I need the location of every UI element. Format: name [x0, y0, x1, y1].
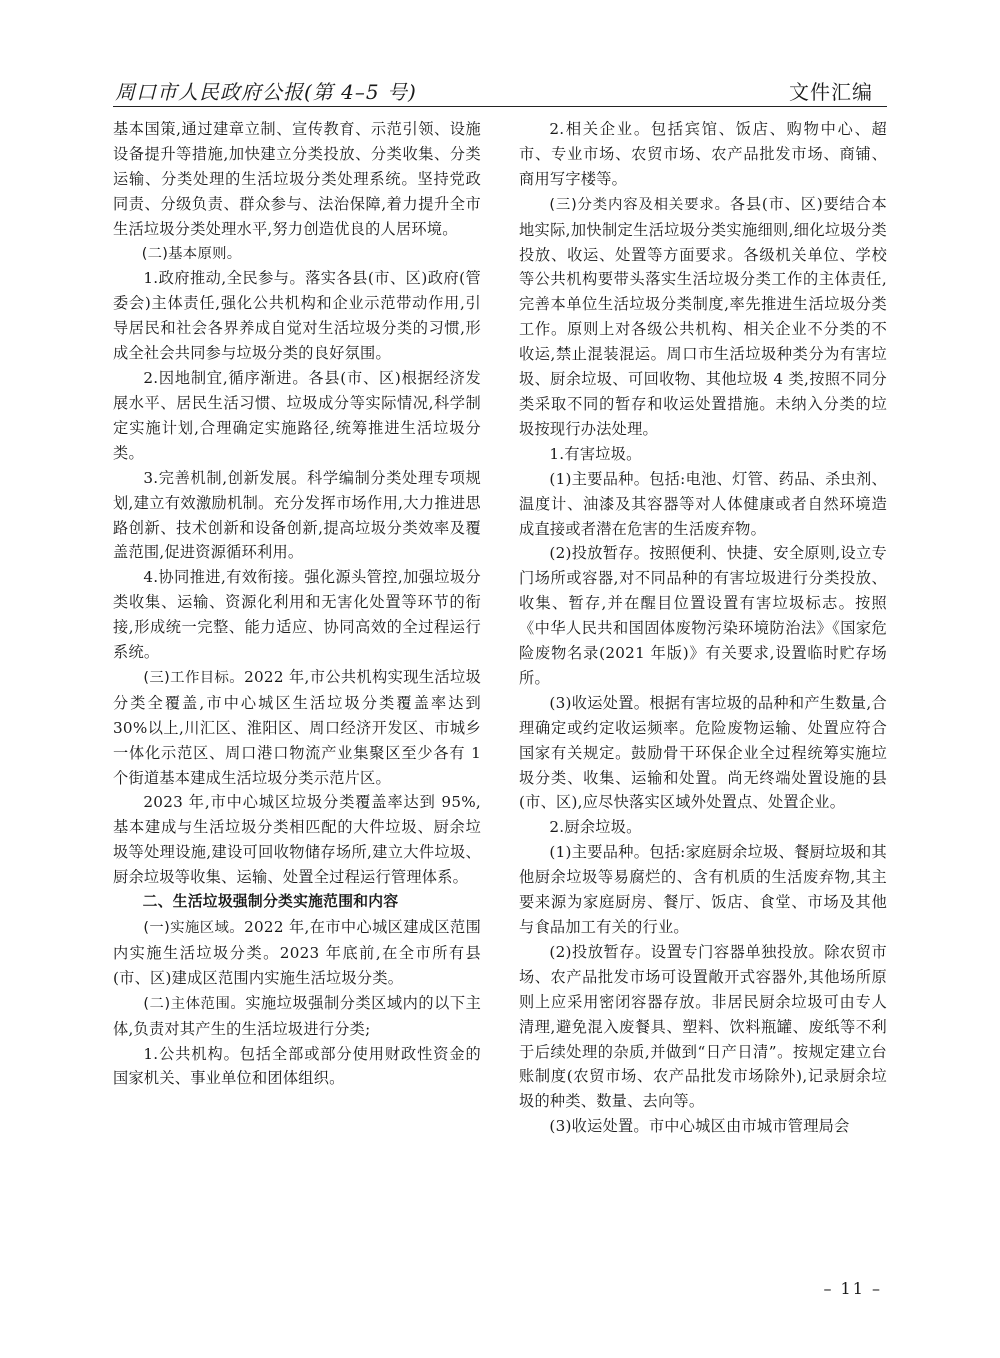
paragraph — [519, 192, 887, 442]
paragraph — [113, 991, 481, 1042]
paragraph: 4.协同推进,有效衔接。强化源头管控,加强垃圾分类收集、运输、资源化利用和无害化处置等环节的衔接,形成统一完整、能力适应、协同高效的全过程运行系统。 — [113, 568, 481, 662]
section-title: 文件汇编 — [789, 80, 873, 104]
paragraph: 1.政府推动,全民参与。落实各县(市、区)政府(管委会)主体责任,强化公共机构和企业示范带动作用,引导居民和社会各界养成自觉对生活垃圾分类的习惯,形成全社会共同参与垃圾分类的良好氛围。 — [113, 269, 481, 363]
right-column — [519, 117, 887, 1139]
paragraph-text: 2022 年,市公共机构实现生活垃圾分类全覆盖,市中心城区生活垃圾分类覆盖率达到 30%以上,川汇区、淮阳区、周口经济开发区、市城乡一体化示范区、周口港口物流产业集聚区至少各有 1 个街道基本建成生活垃圾分类示范片区。 — [113, 667, 482, 787]
paragraph: (1)主要品种。包括:电池、灯管、药品、杀虫剂、温度计、油漆及其容器等对人体健康或者自然环境造成直接或者潜在危害的生活废弃物。 — [519, 469, 887, 538]
paragraph: 2.厨余垃圾。 — [549, 818, 642, 837]
paragraph: 2.因地制宜,循序渐进。各县(市、区)根据经济发展水平、居民生活习惯、垃圾成分等实际情况,科学制定实施计划,合理确定实施路径,统筹推进生活垃圾分类。 — [113, 369, 481, 462]
journal-title: 周口市人民政府公报(第 4–5 号) — [115, 80, 417, 104]
subheading-basic-principles: (二)基本原则。 — [141, 245, 242, 262]
paragraph: 基本国策,通过建章立制、宣传教育、示范引领、设施设备提升等措施,加快建立分类投放、分类收集、分类运输、分类处理的生活垃圾分类处理系统。坚持党政同责、分级负责、群众参与、法治保障,着力提升全市生活垃圾分类处理水平,努力创造优良的人居环境。 — [113, 120, 481, 238]
page-header — [113, 72, 887, 107]
paragraph — [113, 915, 481, 991]
paragraph: 3.完善机制,创新发展。科学编制分类处理专项规划,建立有效激励机制。充分发挥市场作用,大力推进思路创新、技术创新和设备创新,提高垃圾分类效率及覆盖范围,促进资源循环利用。 — [113, 468, 481, 562]
left-column — [113, 117, 481, 1091]
paragraph: (1)主要品种。包括:家庭厨余垃圾、餐厨垃圾和其他厨余垃圾等易腐烂的、含有机质的生活废弃物,其主要来源为家庭厨房、餐厅、饭店、食堂、市场及其他与食品加工有关的行业。 — [519, 843, 887, 936]
paragraph-text: 各县(市、区)要结合本地实际,加快制定生活垃圾分类实施细则,细化垃圾分类投放、收运、处置等方面要求。各级机关单位、学校等公共机构要带头落实生活垃圾分类工作的主体责任,完善本单位生活垃圾分类制度,率先推进生活垃圾分类工作。原则上对各级公共机构、相关企业不分类的不收运,禁止混装混运。周口市生活垃圾种类分为有害垃圾、厨余垃圾、可回收物、其他垃圾 4 类,按照不同分类采取不同的暂存和收运处置措施。未纳入分类的垃圾按现行办法处理。 — [519, 194, 887, 438]
subheading-subject-scope: (二)主体范围。 — [143, 995, 246, 1012]
paragraph-text: 实施垃圾强制分类区域内的以下主体,负责对其产生的生活垃圾进行分类; — [113, 993, 482, 1038]
subheading-classification: (三)分类内容及相关要求。 — [549, 196, 730, 213]
paragraph — [113, 665, 481, 791]
subheading-implementation-area: (一)实施区域。 — [143, 920, 245, 936]
paragraph: 1.公共机构。包括全部或部分使用财政性资金的国家机关、事业单位和团体组织。 — [113, 1044, 481, 1088]
paragraph-text: 2022 年,在市中心城区建成区范围内实施生活垃圾分类。2023 年底前,在全市所有县(市、区)建成区范围内实施生活垃圾分类。 — [113, 918, 482, 987]
page-number: – 11 – — [823, 1279, 882, 1298]
paragraph: (2)投放暂存。按照便利、快捷、安全原则,设立专门场所或容器,对不同品种的有害垃圾进行分类投放、收集、暂存,并在醒目位置设置有害垃圾标志。按照《中华人民共和国固体废物污染环境防治法》《国家危险废物名录(2021 年版)》有关要求,设置临时贮存场所。 — [519, 544, 887, 687]
subheading-work-goals: (三)工作目标。 — [143, 669, 245, 686]
paragraph: 2023 年,市中心城区垃圾分类覆盖率达到 95%,基本建成与生活垃圾分类相匹配的大件垃圾、厨余垃圾等处理设施,建设可回收物储存场所,建立大件垃圾、厨余垃圾等收集、运输、处置全过程运行管理体系。 — [113, 793, 481, 887]
section-heading: 二、生活垃圾强制分类实施范围和内容 — [142, 893, 399, 911]
paragraph: (3)收运处置。市中心城区由市城市管理局会 — [549, 1117, 850, 1136]
paragraph: (2)投放暂存。设置专门容器单独投放。除农贸市场、农产品批发市场可设置敞开式容器外,其他场所原则上应采用密闭容器存放。非居民厨余垃圾可由专人清理,避免混入废餐具、塑料、饮料瓶罐、废纸等不利于后续处理的杂质,并做到“日产日清”。按规定建立台账制度(农贸市场、农产品批发市场除外),记录厨余垃圾的种类、数量、去向等。 — [519, 942, 887, 1111]
paragraph: 2.相关企业。包括宾馆、饭店、购物中心、超市、专业市场、农贸市场、农产品批发市场、商铺、商用写字楼等。 — [519, 120, 887, 188]
paragraph: (3)收运处置。根据有害垃圾的品种和产生数量,合理确定或约定收运频率。危险废物运输、处置应符合国家有关规定。鼓励骨干环保企业全过程统筹实施垃圾分类、收集、运输和处置。尚无终端处置设施的县(市、区),应尽快落实区域外处置点、处置企业。 — [519, 693, 887, 812]
paragraph: 1.有害垃圾。 — [549, 444, 642, 463]
